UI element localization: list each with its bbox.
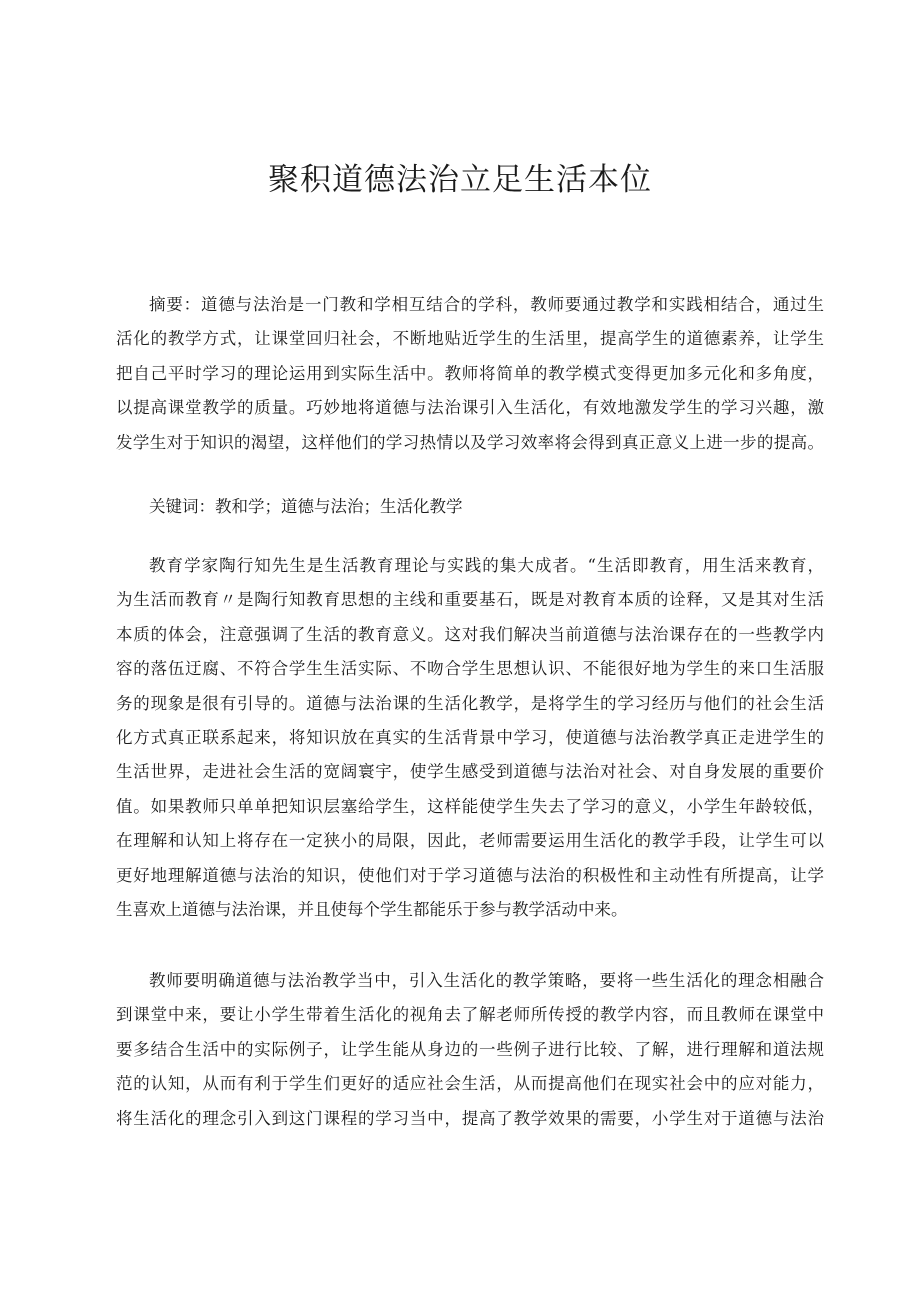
document-title: 聚积道德法治立足生活本位 xyxy=(268,162,652,198)
abstract-line: 以提高课堂教学的质量。巧妙地将道德与法治课引入生活化，有效地激发学生的学习兴趣，激 xyxy=(116,398,824,418)
paragraph-line: 在理解和认知上将存在一定狭小的局限，因此，老师需要运用生活化的教学手段，让学生可以 xyxy=(116,831,824,851)
body-paragraph-1 xyxy=(116,549,824,927)
abstract-line: 发学生对于知识的渴望，这样他们的学习热情以及学习效率将会得到真正意义上进一步的提高。 xyxy=(116,432,824,452)
paragraph-line: 范的认知，从而有利于学生们更好的适应社会生活，从而提高他们在现实社会中的应对能力， xyxy=(116,1074,824,1094)
paragraph-line: 更好地理解道德与法治的知识，使他们对于学习道德与法治的积极性和主动性有所提高，让学 xyxy=(116,865,824,885)
paragraph-line: 容的落伍迂腐、不符合学生生活实际、不吻合学生思想认识、不能很好地为学生的来口生活服 xyxy=(116,659,824,679)
paragraph-line: 教师要明确道德与法治教学当中，引入生活化的教学策略，要将一些生活化的理念相融合 xyxy=(149,971,824,990)
paragraph-line: 化方式真正联系起来，将知识放在真实的生活背景中学习，使道德与法治教学真正走进学生的 xyxy=(116,727,824,747)
keywords-line: 关键词：教和学；道德与法治；生活化教学 xyxy=(149,497,463,516)
paragraph-line: 将生活化的理念引入到这门课程的学习当中，提高了教学效果的需要，小学生对于道德与法治 xyxy=(116,1108,824,1128)
body-paragraph-2 xyxy=(116,964,824,1136)
paragraph-line: 教育学家陶行知先生是生活教育理论与实践的集大成者。“生活即教育，用生活来教育， xyxy=(149,556,824,575)
abstract-line: 活化的教学方式，让课堂回归社会，不断地贴近学生的生活里，提高学生的道德素养，让学生 xyxy=(116,329,824,349)
paragraph-line: 要多结合生活中的实际例子，让学生能从身边的一些例子进行比较、了解，进行理解和道法规 xyxy=(116,1039,824,1059)
abstract-line: 摘要：道德与法治是一门教和学相互结合的学科，教师要通过教学和实践相结合，通过生 xyxy=(149,295,824,314)
keywords xyxy=(116,490,824,524)
paragraph-line: 到课堂中来，要让小学生带着生活化的视角去了解老师所传授的教学内容，而且教师在课堂中 xyxy=(116,1005,824,1025)
paragraph-line: 生喜欢上道德与法治课，并且使每个学生都能乐于参与教学活动中来。 xyxy=(116,899,628,919)
paragraph-line: 本质的体会，注意强调了生活的教育意义。这对我们解决当前道德与法治课存在的一些教学内 xyxy=(116,624,824,644)
abstract-line: 把自己平时学习的理论运用到实际生活中。教师将简单的教学模式变得更加多元化和多角度， xyxy=(116,363,824,383)
paragraph-line: 值。如果教师只单单把知识层塞给学生，这样能使学生失去了学习的意义，小学生年龄较低， xyxy=(116,796,824,816)
abstract xyxy=(116,288,824,460)
paragraph-line: 为生活而教育〃是陶行知教育思想的主线和重要基石，既是对教育本质的诠释，又是其对生活 xyxy=(116,590,824,610)
paragraph-line: 生活世界，走进社会生活的宽阔寰宇，使学生感受到道德与法治对社会、对自身发展的重要价 xyxy=(116,762,824,782)
paragraph-line: 务的现象是很有引导的。道德与法治课的生活化教学，是将学生的学习经历与他们的社会生活 xyxy=(116,693,824,713)
